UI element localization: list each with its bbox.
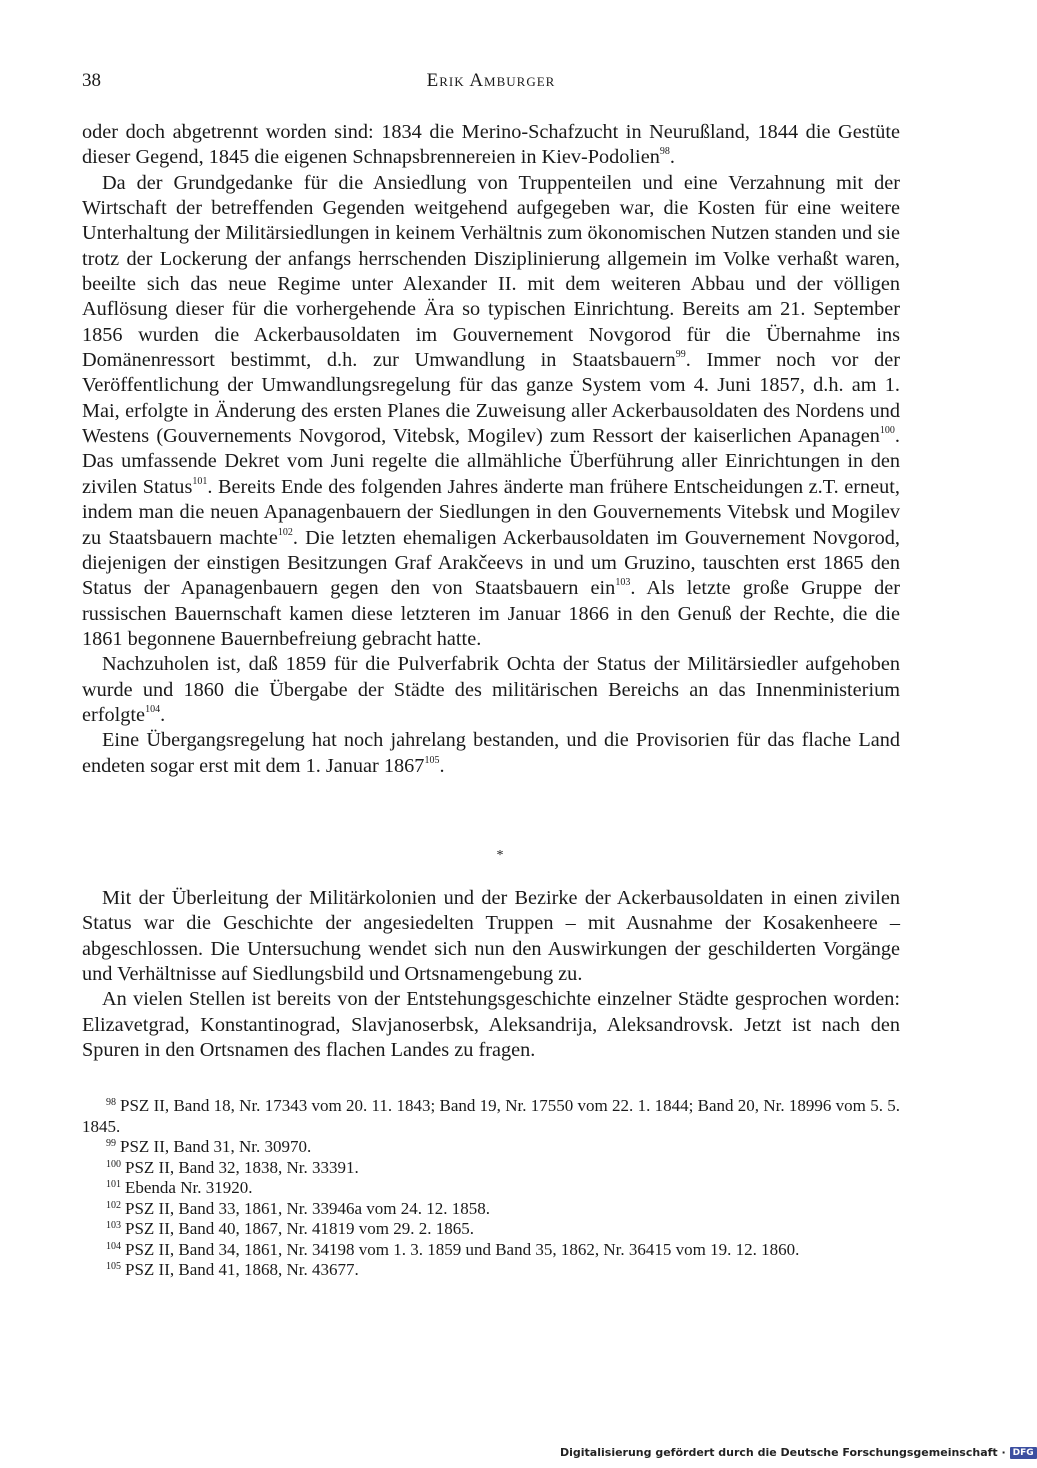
footnote-number: 98	[106, 1097, 116, 1108]
paragraph: An vielen Stellen ist bereits von der Entstehungsgeschichte einzelner Städte gesprochen worden: Elizavetgrad, Konstantinograd, Slavjanoserbsk, Aleksandrija, Aleksandrovsk. Jetzt ist nach den Spuren in den Ortsnamen des flachen Landes zu fragen.	[82, 988, 900, 1062]
footnote-ref[interactable]: 100	[879, 425, 895, 437]
credit-text: Digitalisierung gefördert durch die Deutsche Forschungsgemeinschaft ·	[560, 1446, 1006, 1459]
text-line: oder doch abgetrennt worden sind: 1834 die Merino-Schafzucht in Neurußland, 1844 die	[82, 121, 839, 143]
footnote-ref[interactable]: 104	[145, 703, 161, 715]
text-fragment: .	[439, 754, 445, 777]
text-fragment: .	[160, 703, 166, 726]
footnote	[82, 1096, 900, 1137]
footnotes	[82, 1096, 900, 1281]
footnote-ref[interactable]: 103	[615, 577, 631, 589]
footnote-number: 105	[106, 1261, 121, 1272]
text-fragment: . Bereits Ende des folgenden Jahres änderte man frühere Entscheidungen z.T. erneut, indem man die neuen Apanagenbauern der Siedlungen in den Gouvernements Vitebsk und Mogilev zu Staatsbauern machte	[82, 475, 900, 549]
text-fragment: Da der Grundgedanke für die Ansiedlung von Truppenteilen und eine Verzahnung mit der Wirtschaft der betreffenden Gegenden weitgehend aufgegeben war, die Kosten für eine weitere Unterhaltung der Militärsiedlungen in keinem Verhältnis zum ökonomischen Nutzen standen und sie trotz der Lockerung der anfangs herrschenden Disziplinierung allgemein im Volke verhaßt waren, beeilte sich das neue Regime unter Alexander II. mit dem weiteren Abbau und der völligen Auflösung dieser für die vorhergehende Ära so typischen Einrichtung. Bereits am 21. September 1856 wurden die Ackerbausoldaten im Gouvernement Novgorod für die Übernahme ins Domänenressort bestimmt, d.h. zur Umwandlung in Staatsbauern	[82, 171, 900, 372]
footnote	[82, 1219, 900, 1240]
page-number: 38	[82, 70, 101, 91]
footnote-number: 103	[106, 1220, 121, 1231]
digitization-credit	[560, 1446, 1034, 1462]
running-head: Erik Amburger	[426, 70, 556, 91]
text-fragment: .	[669, 146, 675, 169]
footnote-text: PSZ II, Band 33, 1861, Nr. 33946a vom 24. 12. 1858.	[125, 1198, 491, 1218]
section-separator: *	[496, 848, 504, 863]
footnote-number: 100	[106, 1158, 121, 1170]
page-header	[82, 70, 900, 96]
text-fragment: . Das umfassende Dekret vom Juni regelte die allmähliche Überführung aller Einrichtungen in den zivilen Status	[82, 425, 900, 498]
footnote-number: 102	[106, 1199, 121, 1211]
paragraph	[82, 171, 900, 653]
footnote-ref[interactable]: 98	[659, 146, 670, 158]
footnote-ref[interactable]: 101	[192, 475, 208, 487]
footnote-ref[interactable]: 105	[424, 754, 440, 766]
text-fragment: Nachzuholen ist, daß 1859 für die Pulverfabrik Ochta der Status der Militärsiedler aufgehoben wurde und 1860 die Übergabe der Städte des militärischen Bereichs an das Innenministerium erfolgte	[82, 653, 900, 726]
footnote-text: Ebenda Nr. 31920.	[125, 1178, 253, 1197]
footnote-text: PSZ II, Band 31, Nr. 30970.	[120, 1137, 312, 1156]
footnote-ref[interactable]: 102	[277, 526, 293, 538]
paragraph	[82, 728, 900, 779]
footnote-number: 101	[106, 1179, 121, 1190]
dfg-logo: DFG	[1010, 1447, 1037, 1459]
text-fragment: . Die letzten ehemaligen Ackerbausoldaten im Gouvernement Novgorod, diejenigen der einstigen Besitzungen Graf Arakčeevs in und um Gruzino, tauschten erst 1865 den Status der Apanagenbauern gegen den von Staatsbauern ein	[82, 526, 900, 600]
text-fragment: Eine Übergangsregelung hat noch jahrelang bestanden, und die Provisorien für das flache Land endeten sogar erst mit dem 1. Januar 1867	[82, 729, 900, 777]
footnote-text: PSZ II, Band 32, 1838, Nr. 33391.	[125, 1157, 359, 1177]
footnote-text: PSZ II, Band 40, 1867, Nr. 41819 vom 29. 2. 1865.	[125, 1219, 474, 1238]
footnote-number: 104	[106, 1240, 121, 1252]
footnote-number: 99	[106, 1138, 116, 1149]
text-fragment: . Als letzte große Gruppe der russischen Bauernschaft kamen diese letzteren im Januar 1866 in den Genuß der Rechte, die die 1861 begonnene Bauernbefreiung gebracht hatte.	[82, 577, 900, 650]
text-fragment: . Immer noch vor der Veröffentlichung der Umwandlungsregelung für das ganze System vom 4. Juni 1857, d.h. am 1. Mai, erfolgte in Änderung des ersten Planes die Zuweisung aller Ackerbausoldaten des Nordens und Westens (Gouvernements Novgorod, Vitebsk, Mogilev) zum Ressort der kaiserlichen Apanagen	[82, 349, 900, 448]
footnote	[82, 1158, 900, 1179]
footnote-text: PSZ II, Band 34, 1861, Nr. 34198 vom 1. 3. 1859 und Band 35, 1862, Nr. 36415 vom 19. 12. 1860.	[125, 1239, 800, 1259]
paragraph-continuation	[82, 120, 900, 171]
footnote	[82, 1137, 900, 1158]
text-line: Gestüte dieser Gegend, 1845 die eigenen Schnapsbrennereien in Kiev-Podolien	[82, 121, 900, 169]
footnote-text: PSZ II, Band 18, Nr. 17343 vom 20. 11. 1843; Band 19, Nr. 17550 vom 22. 1. 1844; Band 20, Nr. 18996 vom 5. 5. 1845.	[82, 1096, 900, 1136]
footnote-ref[interactable]: 99	[675, 349, 686, 361]
footnote	[82, 1240, 900, 1261]
body-text	[82, 120, 900, 779]
footnote	[82, 1178, 900, 1199]
footnote	[82, 1260, 900, 1281]
footnote	[82, 1199, 900, 1220]
body-text-section-2	[82, 886, 900, 1063]
footnote-text: PSZ II, Band 41, 1868, Nr. 43677.	[125, 1260, 359, 1279]
paragraph: Mit der Überleitung der Militärkolonien und der Bezirke der Ackerbausoldaten in einen zivilen Status war die Geschichte der angesiedelten Truppen – mit Ausnahme der Kosakenheere – abgeschlossen. Die Untersuchung wendet sich nun den Auswirkungen der geschilderten Vorgänge und Verhältnisse auf Siedlungsbild und Ortsnamengebung zu.	[82, 887, 900, 986]
paragraph	[82, 652, 900, 728]
